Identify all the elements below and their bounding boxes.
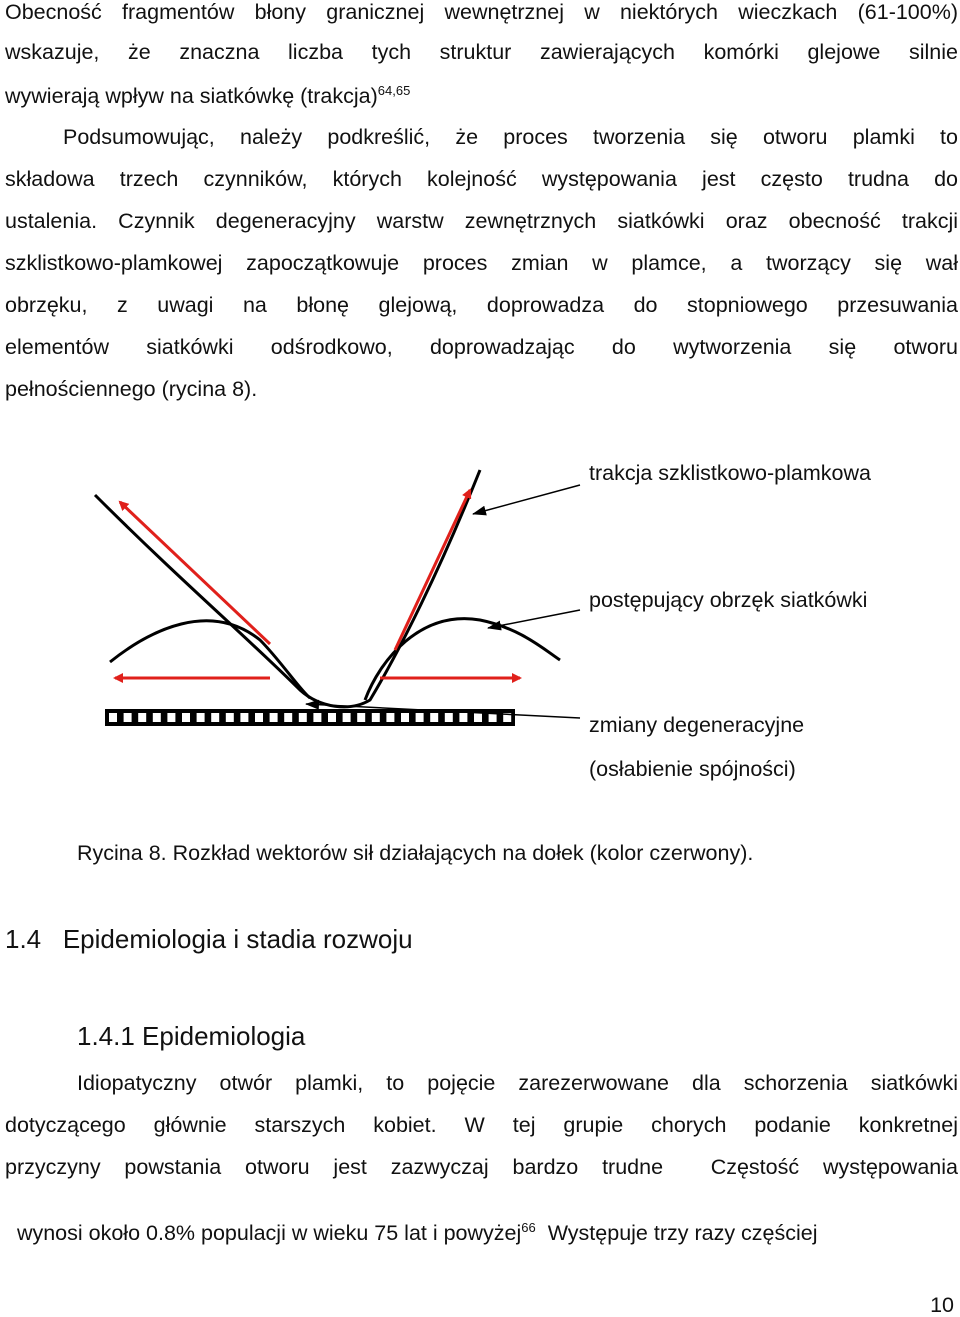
figure-label-edema: postępujący obrzęk siatkówki [589, 588, 868, 612]
page-number: 10 [930, 1293, 954, 1317]
retina-cell [386, 713, 394, 722]
text-line: przyczyny powstania otworu jest zazwyczaj bardzo trudne Częstość występowania [5, 1155, 958, 1179]
retina-cell [372, 713, 380, 722]
text-line: Idiopatyczny otwór plamki, to pojęcie zarezerwowane dla schorzenia siatkówki [77, 1071, 958, 1095]
citation-ref: 64,65 [377, 82, 411, 98]
retinal-edema-left [110, 621, 310, 698]
retina-cell [328, 713, 336, 722]
retina-cell [313, 713, 321, 722]
text-line: pełnościennego (rycina 8). [5, 377, 258, 401]
figure-label-traction: trakcja szklistkowo-plamkowa [589, 461, 871, 485]
retina-cell [270, 713, 278, 722]
text-line: Obecność fragmentów błony granicznej wewnętrznej w niektórych wieczkach (61-100%) [5, 0, 958, 24]
text-line [5, 1197, 958, 1245]
retina-cell [401, 713, 409, 722]
retina-cell [197, 713, 205, 722]
text-line: wskazuje, że znaczna liczba tych struktur zawierających komórki glejowe silnie [5, 40, 958, 64]
retina-cell [474, 713, 482, 722]
retina-cell [357, 713, 365, 722]
figure-caption: Rycina 8. Rozkład wektorów sił działających na dołek (kolor czerwony). [77, 841, 754, 865]
text-line: ustalenia. Czynnik degeneracyjny warstw zewnętrznych siatkówki oraz obecność trakcji [5, 209, 958, 233]
retina-cell [299, 713, 307, 722]
retina-cell [445, 713, 453, 722]
citation-ref: 66 [521, 1219, 536, 1235]
retina-cell [211, 713, 219, 722]
retina-cell [284, 713, 292, 722]
retina-cell [459, 713, 467, 722]
text-span: wywierają wpływ na siatkówkę (trakcja) [5, 84, 378, 108]
text-span: Występuje trzy razy częściej [535, 1221, 818, 1245]
subsection-heading: 1.4.1 Epidemiologia [77, 1021, 306, 1051]
retina-cell [124, 713, 132, 722]
retina-cell [226, 713, 234, 722]
retina-cell [182, 713, 190, 722]
retina-cell [240, 713, 248, 722]
retina-cell [343, 713, 351, 722]
text-line [5, 84, 958, 108]
retina-cell [153, 713, 161, 722]
retina-cell [109, 713, 117, 722]
text-line: szklistkowo-plamkowej zapoczątkowuje proces zmian w plamce, a tworzący się wał [5, 251, 958, 275]
figure-label-degeneration: zmiany degeneracyjne [589, 713, 805, 737]
text-line: dotyczącego głównie starszych kobiet. W tej grupie chorych podanie konkretnej [5, 1113, 958, 1137]
retina-cell [255, 713, 263, 722]
section-heading: 1.4 Epidemiologia i stadia rozwoju [5, 924, 413, 954]
text-line: obrzęku, z uwagi na błonę glejową, doprowadza do stopniowego przesuwania [5, 293, 958, 317]
figure-label-degeneration-note: (osłabienie spójności) [589, 757, 796, 781]
pointer-traction [473, 485, 580, 514]
retina-cell [416, 713, 424, 722]
pointer-edema [488, 610, 580, 628]
text-line: Podsumowując, należy podkreślić, że proces tworzenia się otworu plamki to [63, 125, 958, 149]
retina-cell [138, 713, 146, 722]
text-line: składowa trzech czynników, których kolejność występowania jest często trudna do [5, 167, 958, 191]
retina-cell [430, 713, 438, 722]
retina-cell [167, 713, 175, 722]
text-line: elementów siatkówki odśrodkowo, doprowadzając do wytworzenia się otworu [5, 335, 958, 359]
text-span: wynosi około 0.8% populacji w wieku 75 lat i powyżej [16, 1221, 522, 1245]
macular-hole-force-diagram [0, 450, 960, 830]
